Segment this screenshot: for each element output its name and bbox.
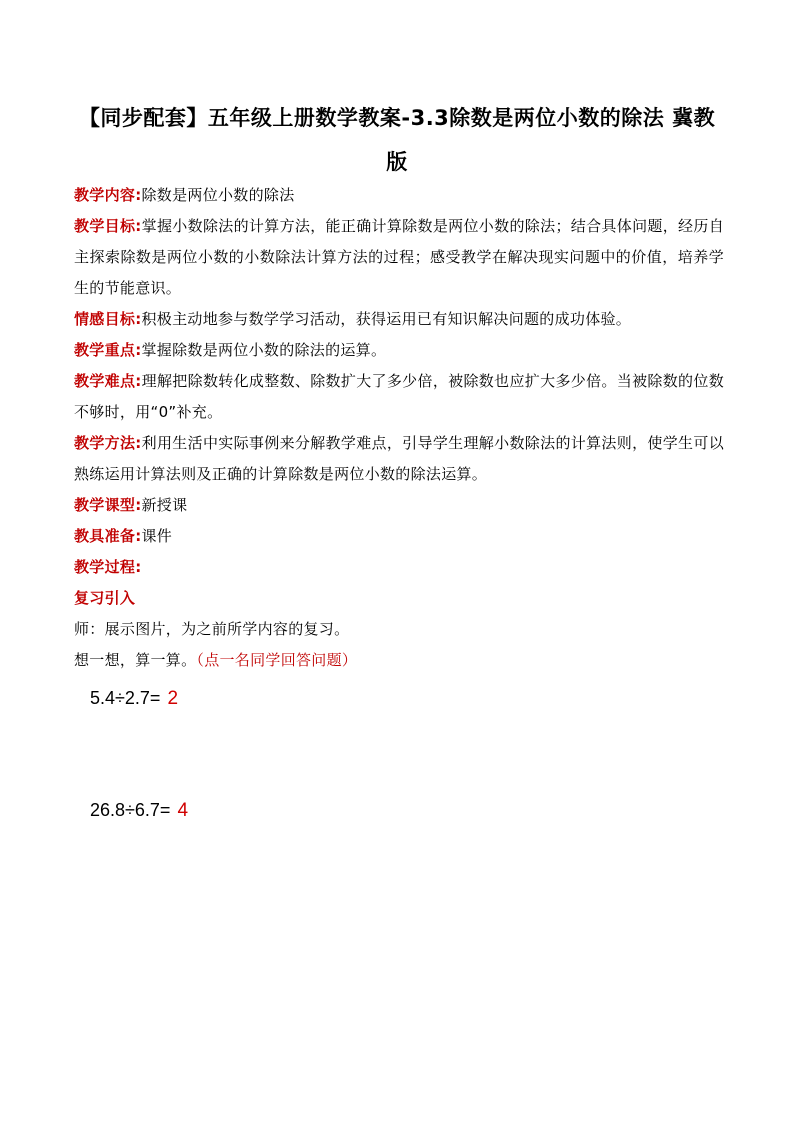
equation-2	[90, 800, 188, 822]
equation-expression: 26.8÷6.7=	[90, 800, 171, 820]
section-text: 理解把除数转化成整数、除数扩大了多少倍，被除数也应扩大多少倍。当被除数的位数不够时，用“0”补充。	[74, 372, 725, 421]
section-methods	[74, 428, 724, 490]
review-heading	[74, 583, 724, 614]
section-label: 教学目标:	[74, 217, 142, 235]
section-process	[74, 552, 724, 583]
section-key-points	[74, 335, 724, 366]
section-label: 教学方法:	[74, 434, 142, 452]
lesson-content	[74, 180, 724, 676]
section-difficulties	[74, 366, 724, 428]
teacher-line: 师：展示图片，为之前所学内容的复习。	[74, 620, 350, 638]
prompt-line	[74, 645, 724, 676]
section-label: 教学难点:	[74, 372, 142, 390]
section-text: 积极主动地参与数学学习活动，获得运用已有知识解决问题的成功体验。	[141, 310, 632, 328]
section-label: 教学重点:	[74, 341, 142, 359]
section-text: 课件	[141, 527, 173, 545]
section-label: 教学过程:	[74, 558, 142, 576]
section-materials	[74, 521, 724, 552]
section-objectives	[74, 211, 724, 304]
section-emotional-goals	[74, 304, 724, 335]
section-text: 掌握小数除法的计算方法，能正确计算除数是两位小数的除法；结合具体问题，经历自主探索除数是两位小数的小数除法计算方法的过程；感受教学在解决现实问题中的价值，培养学生的节能意识。	[74, 217, 725, 297]
equation-answer: 4	[177, 800, 189, 821]
equation-answer: 2	[167, 688, 179, 709]
section-text: 掌握除数是两位小数的除法的运算。	[141, 341, 387, 359]
prompt-note: （点一名同学回答问题）	[196, 651, 358, 669]
section-label: 教具准备:	[74, 527, 142, 545]
section-content	[74, 180, 724, 211]
section-label: 情感目标:	[74, 310, 142, 328]
section-lesson-type	[74, 490, 724, 521]
review-heading-text: 复习引入	[74, 589, 136, 607]
document-title: 【同步配套】五年级上册数学教案-3.3除数是两位小数的除法 冀教版	[78, 106, 716, 174]
equation-expression: 5.4÷2.7=	[90, 688, 161, 708]
section-label: 教学课型:	[74, 496, 142, 514]
prompt-text: 想一想，算一算。	[74, 651, 197, 669]
equation-1	[90, 688, 178, 710]
section-text: 新授课	[141, 496, 188, 514]
section-label: 教学内容:	[74, 186, 142, 204]
section-text: 除数是两位小数的除法	[141, 186, 295, 204]
section-text: 利用生活中实际事例来分解教学难点，引导学生理解小数除法的计算法则，使学生可以熟练运用计算法则及正确的计算除数是两位小数的除法运算。	[74, 434, 725, 483]
